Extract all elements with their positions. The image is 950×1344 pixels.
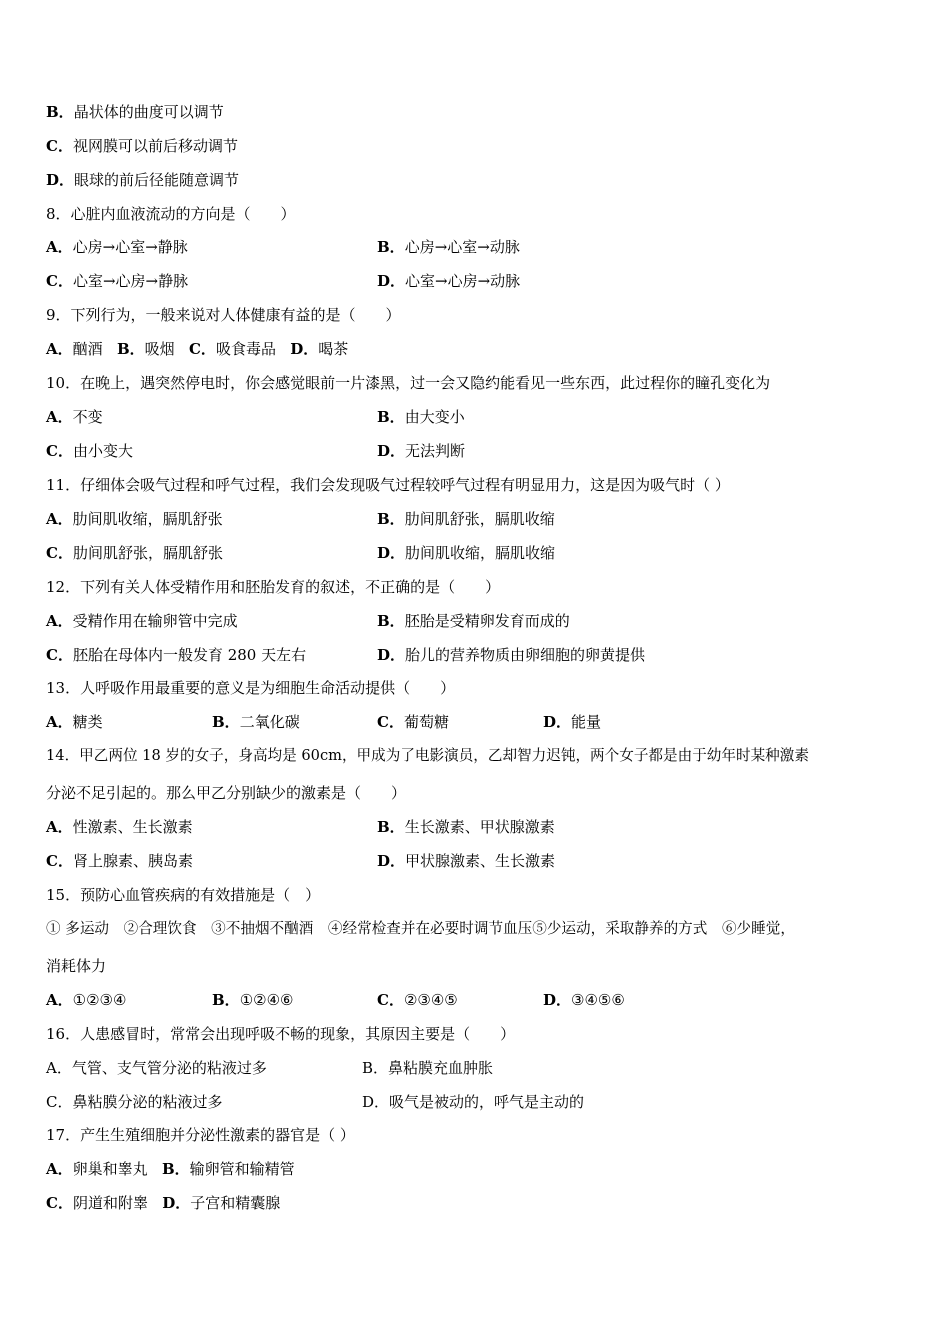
- q7-option-d: D．眼球的前后径能随意调节: [46, 171, 240, 189]
- q17-stem: 17．产生生殖细胞并分泌性激素的器官是（ ）: [46, 1126, 355, 1144]
- q8-option-c: C．心室→心房→静脉: [46, 272, 189, 290]
- q14-stem-line2: 分泌不足引起的。那么甲乙分别缺少的激素是（ ）: [46, 784, 407, 802]
- q14-option-c: C．肾上腺素、胰岛素: [46, 852, 193, 870]
- q15-items-line1: ① 多运动 ②合理饮食 ③不抽烟不酗酒 ④经常检查并在必要时调节血压⑤少运动，采取静养的方式 ⑥少睡觉，: [46, 920, 795, 937]
- q15-option-b: B．①②④⑥: [212, 991, 294, 1009]
- q10-option-a: A．不变: [46, 408, 103, 426]
- q16-option-c: C．鼻粘膜分泌的粘液过多: [46, 1093, 223, 1111]
- q11-option-c: C．肋间肌舒张，膈肌舒张: [46, 544, 223, 562]
- q16-stem: 16．人患感冒时，常常会出现呼吸不畅的现象，其原因主要是（ ）: [46, 1025, 516, 1043]
- q13-option-b: B．二氧化碳: [212, 713, 300, 731]
- q8-option-a: A．心房→心室→静脉: [46, 238, 188, 256]
- q16-option-a: A．气管、支气管分泌的粘液过多: [46, 1059, 267, 1077]
- q16-option-b: B．鼻粘膜充血肿胀: [362, 1059, 494, 1077]
- q12-option-a: A．受精作用在输卵管中完成: [46, 612, 238, 630]
- q10-stem: 10．在晚上，遇突然停电时，你会感觉眼前一片漆黑，过一会又隐约能看见一些东西，此过程你的瞳孔变化为: [46, 374, 771, 392]
- q9-options: A．酗酒 B．吸烟 C．吸食毒品 D．喝茶: [46, 340, 349, 358]
- q13-option-c: C．葡萄糖: [377, 713, 449, 731]
- q9-stem: 9．下列行为，一般来说对人体健康有益的是（ ）: [46, 306, 401, 324]
- q7-option-b: B．晶状体的曲度可以调节: [46, 103, 224, 121]
- q7-option-c: C．视网膜可以前后移动调节: [46, 137, 238, 155]
- q12-option-d: D．胎儿的营养物质由卵细胞的卵黄提供: [377, 646, 646, 664]
- q11-stem: 11．仔细体会吸气过程和呼气过程，我们会发现吸气过程较呼气过程有明显用力，这是因为吸气时（ ）: [46, 476, 730, 494]
- q8-stem: 8．心脏内血液流动的方向是（ ）: [46, 205, 296, 223]
- q14-option-a: A．性激素、生长激素: [46, 818, 193, 836]
- q11-option-d: D．肋间肌收缩，膈肌收缩: [377, 544, 556, 562]
- q17-options-cd: C．阴道和附睾 D．子宫和精囊腺: [46, 1194, 281, 1212]
- q11-option-b: B．肋间肌舒张，膈肌收缩: [377, 510, 555, 528]
- q13-option-d: D．能量: [543, 713, 602, 731]
- q13-option-a: A．糖类: [46, 713, 103, 731]
- q15-option-a: A．①②③④: [46, 991, 127, 1009]
- q14-option-d: D．甲状腺激素、生长激素: [377, 852, 556, 870]
- q11-option-a: A．肋间肌收缩，膈肌舒张: [46, 510, 223, 528]
- q15-option-c: C．②③④⑤: [377, 991, 458, 1009]
- q14-option-b: B．生长激素、甲状腺激素: [377, 818, 555, 836]
- q15-stem: 15．预防心血管疾病的有效措施是（ ）: [46, 886, 321, 904]
- q10-option-d: D．无法判断: [377, 442, 466, 460]
- q13-stem: 13．人呼吸作用最重要的意义是为细胞生命活动提供（ ）: [46, 679, 456, 697]
- q14-stem-line1: 14．甲乙两位 18 岁的女子，身高均是 60cm，甲成为了电影演员，乙却智力迟钝，两个女子都是由于幼年时某种激素: [46, 747, 809, 764]
- q8-option-d: D．心室→心房→动脉: [377, 272, 521, 290]
- q12-option-c: C．胚胎在母体内一般发育 280 天左右: [46, 646, 307, 664]
- q10-option-b: B．由大变小: [377, 408, 465, 426]
- q10-option-c: C．由小变大: [46, 442, 133, 460]
- q16-option-d: D．吸气是被动的，呼气是主动的: [362, 1093, 585, 1111]
- q17-options-ab: A．卵巢和睾丸 B．输卵管和输精管: [46, 1160, 295, 1178]
- q15-items-line2: 消耗体力: [46, 957, 107, 975]
- q12-option-b: B．胚胎是受精卵发育而成的: [377, 612, 570, 630]
- q15-option-d: D．③④⑤⑥: [543, 991, 625, 1009]
- q12-stem: 12．下列有关人体受精作用和胚胎发育的叙述，不正确的是（ ）: [46, 578, 501, 596]
- q8-option-b: B．心房→心室→动脉: [377, 238, 520, 256]
